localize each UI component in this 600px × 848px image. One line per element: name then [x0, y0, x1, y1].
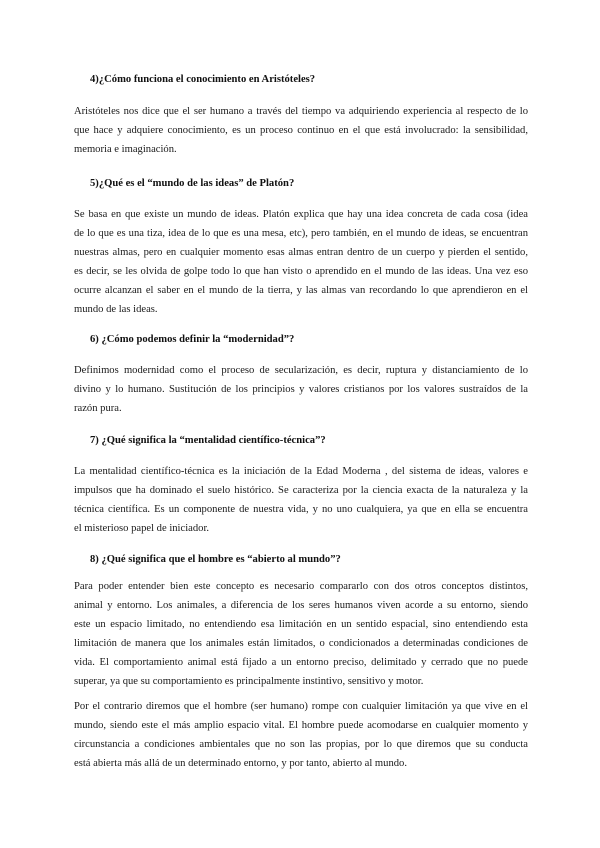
text-line: mundo, siendo este el más amplio espacio vital. El hombre puede acomodarse en cualquier momento y	[74, 720, 528, 731]
section-heading-5: 5)¿Qué es el “mundo de las ideas” de Platón?	[90, 178, 295, 189]
paragraph-8a	[74, 577, 528, 691]
text-line: vida. El comportamiento animal está fijado a un entorno preciso, delimitado y cerrado que no puede	[74, 657, 528, 668]
text-line: ocurre alcanzan el saber en el mundo de la tierra, y las almas van recordando lo que aprendieron en el	[74, 285, 528, 296]
paragraph-7	[74, 462, 528, 538]
text-line: Aristóteles nos dice que el ser humano a través del tiempo va adquiriendo experiencia al respecto de lo	[74, 106, 528, 117]
text-line: superar, ya que su comportamiento es principalmente instintivo, sensitivo y motor.	[74, 676, 424, 687]
text-line: circunstancia a condiciones ambientales que no son las propias, por lo que diremos que su conducta	[74, 739, 528, 750]
text-line: Se basa en que existe un mundo de ideas. Platón explica que hay una idea concreta de cada cosa (idea	[74, 209, 528, 220]
text-line: impulsos que ha dominado el suelo histórico. Se caracteriza por la ciencia exacta de la naturaleza y la	[74, 485, 528, 496]
text-line: este un espacio limitado, no entendiendo esa limitación en un sentido espacial, sino entendiendo esta	[74, 619, 528, 630]
text-line: memoria e imaginación.	[74, 144, 177, 155]
text-line: Para poder entender bien este concepto es necesario compararlo con dos otros conceptos distintos,	[74, 581, 528, 592]
section-heading-7: 7) ¿Qué significa la “mentalidad científico-técnica”?	[90, 435, 326, 446]
text-line: está abierta más allá de un determinado entorno, y por tanto, abierto al mundo.	[74, 758, 408, 769]
text-line: limitación de manera que los animales están limitados, o condicionados a determinadas condiciones de	[74, 638, 528, 649]
text-line: técnica científica. Es un componente de nuestra vida, y no uno cualquiera, ya que en ella se encuentra	[74, 504, 528, 515]
text-line: mundo de las ideas.	[74, 304, 158, 315]
paragraph-5	[74, 205, 528, 319]
text-line: es decir, se les olvida de golpe todo lo que han visto o aprendido en el mundo de las ideas. Una vez eso	[74, 266, 528, 277]
text-line: nuestras almas, pero en cualquier momento esas almas entran dentro de un cuerpo y pierden el sentido,	[74, 247, 528, 258]
text-line: Definimos modernidad como el proceso de secularización, es decir, ruptura y distanciamiento de lo	[74, 365, 528, 376]
paragraph-4	[74, 102, 528, 159]
paragraph-6	[74, 361, 528, 418]
text-line: el misterioso papel de iniciador.	[74, 523, 210, 534]
text-line: de lo que es una tiza, idea de lo que es una mesa, etc), pero también, en el mundo de ideas, se encuentran	[74, 228, 528, 239]
section-heading-8: 8) ¿Qué significa que el hombre es “abierto al mundo”?	[90, 554, 341, 565]
text-line: La mentalidad científico-técnica es la iniciación de la Edad Moderna , del sistema de ideas, valores e	[74, 466, 528, 477]
section-heading-4: 4)¿Cómo funciona el conocimiento en Aristóteles?	[90, 74, 316, 85]
text-line: animal y entorno. Los animales, a diferencia de los seres humanos viven acorde a su entorno, siendo	[74, 600, 528, 611]
text-line: razón pura.	[74, 403, 122, 414]
paragraph-8b	[74, 697, 528, 773]
text-line: Por el contrario diremos que el hombre (ser humano) rompe con cualquier limitación ya que vive en el	[74, 701, 528, 712]
text-line: divino y lo humano. Sustitución de los principios y valores cristianos por los valores sustraídos de la	[74, 384, 528, 395]
section-heading-6: 6) ¿Cómo podemos definir la “modernidad”?	[90, 334, 295, 345]
text-line: que hace y adquiere conocimiento, es un proceso continuo en el que está involucrado: la sensibilidad,	[74, 125, 528, 136]
